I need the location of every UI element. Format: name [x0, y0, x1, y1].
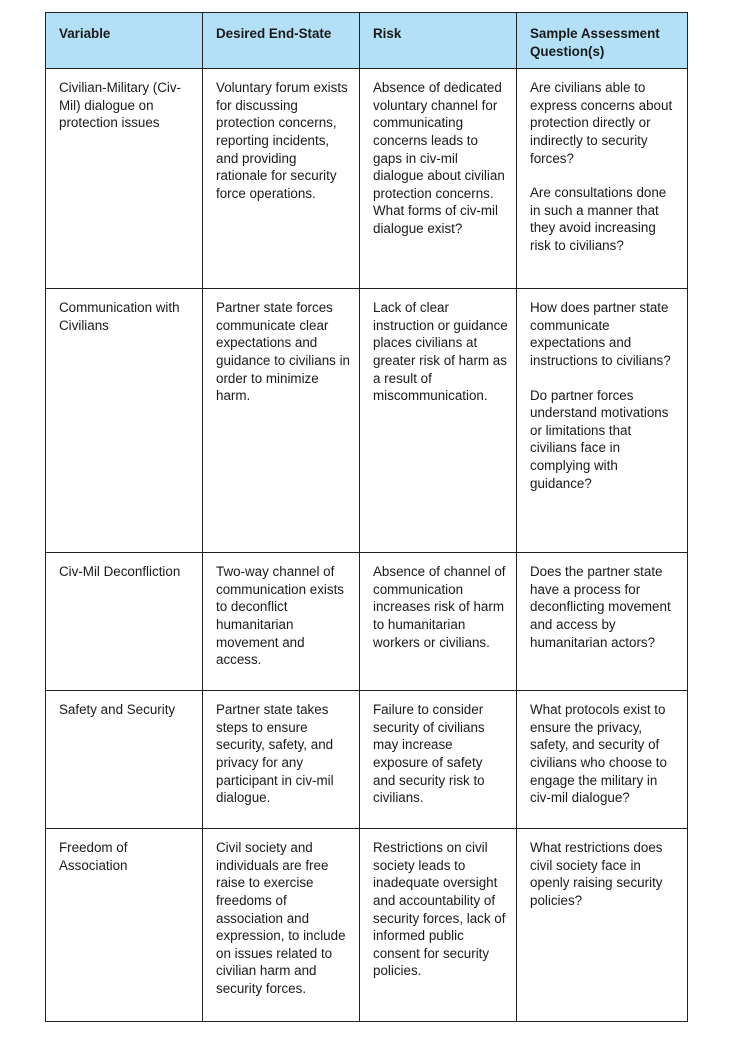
cell-variable: Civ-Mil Deconfliction — [46, 553, 203, 691]
cell-variable: Safety and Security — [46, 691, 203, 829]
question-text: Does the partner state have a process for deconflicting movement and access by humanitarian actors? — [530, 564, 671, 650]
table-row — [46, 69, 688, 289]
cell-risk: Absence of dedicated voluntary channel for communicating concerns leads to gaps in civ-mil dialogue about civilian protection concerns. What forms of civ-mil dialogue exist? — [360, 69, 517, 289]
table-row — [46, 691, 688, 829]
cell-risk: Failure to consider security of civilians may increase exposure of safety and security risk to civilians. — [360, 691, 517, 829]
question-text: Are consultations done in such a manner that they avoid increasing risk to civilians? — [530, 185, 667, 253]
cell-end-state: Partner state forces communicate clear expectations and guidance to civilians in order to minimize harm. — [203, 289, 360, 553]
question-text: Are civilians able to express concerns about protection directly or indirectly to security forces? — [530, 80, 673, 166]
cell-end-state: Voluntary forum exists for discussing protection concerns, reporting incidents, and providing rationale for security force operations. — [203, 69, 360, 289]
cell-risk: Lack of clear instruction or guidance places civilians at greater risk of harm as a result of miscommunication. — [360, 289, 517, 553]
cell-questions — [517, 691, 688, 829]
cell-questions — [517, 289, 688, 553]
question-text: What protocols exist to ensure the privacy, safety, and security of civilians who choose to engage the military in civ-mil dialogue? — [530, 702, 667, 806]
header-row — [46, 13, 688, 69]
assessment-table — [45, 12, 688, 1022]
table-row — [46, 553, 688, 691]
header-sample-questions: Sample Assessment Question(s) — [517, 13, 688, 69]
question-text: Do partner forces understand motivations or limitations that civilians face in complying with guidance? — [530, 387, 669, 491]
question-text: What restrictions does civil society face in openly raising security policies? — [530, 840, 663, 908]
cell-end-state: Two-way channel of communication exists to deconflict humanitarian movement and access. — [203, 553, 360, 691]
cell-questions — [517, 829, 688, 1022]
cell-end-state: Civil society and individuals are free raise to exercise freedoms of association and expression, to include on issues related to civilian harm and security forces. — [203, 829, 360, 1022]
cell-questions — [517, 69, 688, 289]
question-text: How does partner state communicate expectations and instructions to civilians? — [530, 300, 671, 368]
header-desired-end-state: Desired End-State — [203, 13, 360, 69]
cell-risk: Restrictions on civil society leads to inadequate oversight and accountability of security forces, lack of informed public consent for security policies. — [360, 829, 517, 1022]
header-risk: Risk — [360, 13, 517, 69]
header-variable: Variable — [46, 13, 203, 69]
table-row — [46, 829, 688, 1022]
cell-variable: Communication with Civilians — [46, 289, 203, 553]
table-row — [46, 289, 688, 553]
cell-end-state: Partner state takes steps to ensure security, safety, and privacy for any participant in civ-mil dialogue. — [203, 691, 360, 829]
cell-variable: Civilian-Military (Civ-Mil) dialogue on protection issues — [46, 69, 203, 289]
cell-variable: Freedom of Association — [46, 829, 203, 1022]
cell-risk: Absence of channel of communication increases risk of harm to humanitarian workers or civilians. — [360, 553, 517, 691]
cell-questions — [517, 553, 688, 691]
